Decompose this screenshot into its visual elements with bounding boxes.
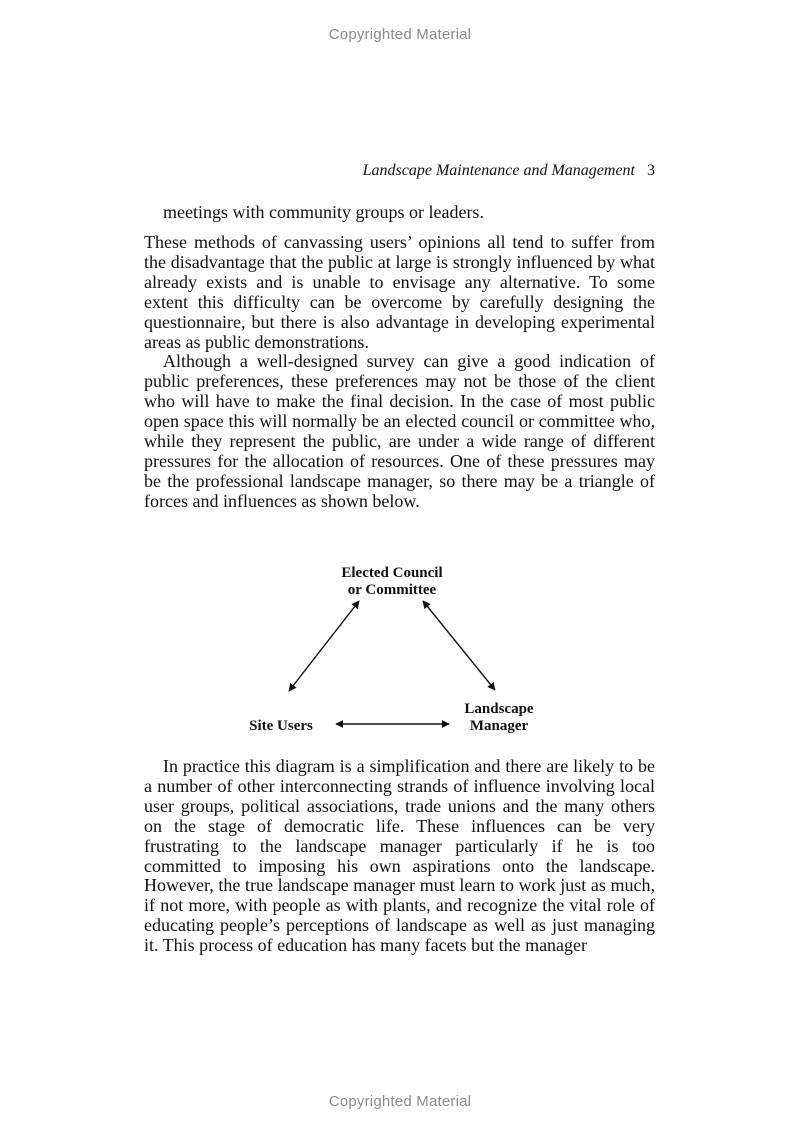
practice-paragraph: In practice this diagram is a simplification and there are likely to be a number of other interconnecting strands of influence involving local user groups, political associations, trade unions and the many others on the stage of democratic life. These influences can be very frustrating to the landscape manager particularly if he is too committed to imposing his own aspirations onto the landscape. However, the true landscape manager must learn to work just as much, if not more, with people as with plants, and recognize the vital role of educating people’s perceptions of landscape as well as just managing it. This process of education has many facets but the manager (144, 756, 655, 956)
continuation-text: meetings with community groups or leaders. (163, 202, 484, 222)
arrow-council-manager (423, 601, 495, 690)
methods-paragraph: These methods of canvassing users’ opinions all tend to suffer from the disadvantage that the public at large is strongly influenced by what already exists and is unable to envisage any alternative. To some extent this difficulty can be overcome by carefully designing the questionnaire, but there is also advantage in developing experimental areas as public demonstrations. (144, 232, 655, 352)
node-manager-line2: Manager (469, 718, 529, 734)
practice-section (144, 757, 655, 956)
copyright-watermark-bottom: Copyrighted Material (328, 1093, 472, 1110)
survey-paragraph: Although a well-designed survey can give a good indication of public preferences, these preferences may not be those of the client who will have to make the final decision. In the case of most public open space this will normally be an elected council or committee who, while they represent the public, are under a wide range of different pressures for the allocation of resources. One of these pressures may be the professional landscape manager, so there may be a triangle of forces and influences as shown below. (144, 351, 655, 511)
running-head (144, 162, 655, 180)
page-number: 3 (647, 162, 655, 179)
node-council-line2: or Committee (347, 582, 437, 598)
node-council-line1: Elected Council (341, 565, 443, 581)
running-head-title: Landscape Maintenance and Management (362, 162, 635, 179)
arrow-council-users (289, 601, 359, 691)
body-paragraphs (144, 233, 655, 512)
node-users: Site Users (249, 718, 313, 734)
node-manager-line1: Landscape (464, 701, 534, 717)
continuation-paragraph (144, 203, 655, 223)
copyright-watermark-top: Copyrighted Material (328, 26, 472, 43)
influence-triangle-diagram (0, 555, 800, 745)
